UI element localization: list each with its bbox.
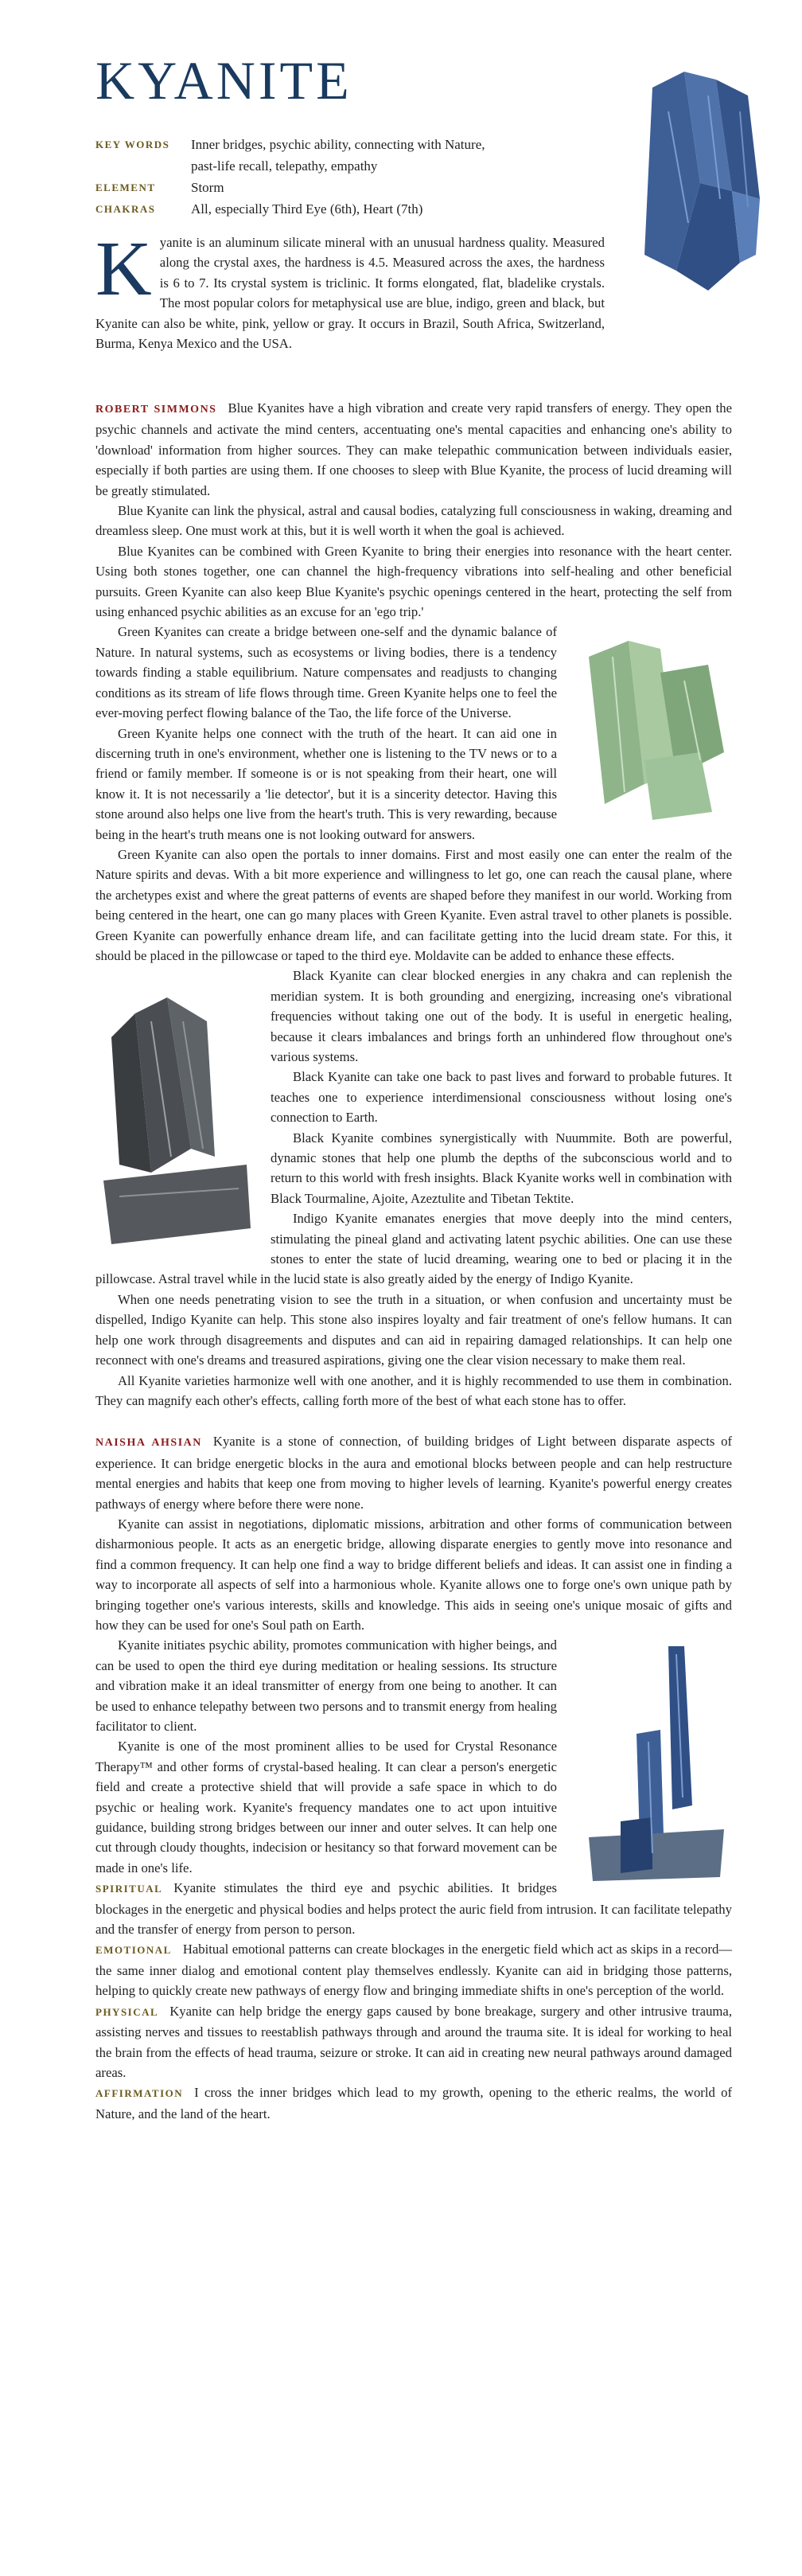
simmons-text: Blue Kyanites have a high vibration and create very rapid transfers of energy. They open the psychic channels and activate the mind centers, accentuating one's mental capacities and enhancing one's ability to 'download' information from higher sources. They can make telepathic communication between individuals easier, especially if both parties are using them. If one chooses to sleep with Blue Kyanite, the process of lucid dreaming will be greatly stimulated. bbox=[95, 400, 732, 498]
chakras-row bbox=[95, 198, 509, 220]
simmons-section bbox=[95, 398, 732, 2124]
simmons-paragraph: Green Kyanite helps one connect with the truth of the heart. It can aid one in discerning truth in one's environment, whether one is listening to the TV news or to a friend or family member. If someone is or is not speaking from their heart, one will know it. It is not necessarily a 'lie detector', but it is a sincerity detector. Having this stone around also helps one live from the heart's truth. This is very rewarding, because being in the heart's truth means one is not looking outward for answers. bbox=[95, 725, 557, 842]
drop-cap: K bbox=[95, 226, 152, 312]
metadata-block bbox=[95, 134, 509, 220]
simmons-byline: ROBERT SIMMONS bbox=[95, 404, 217, 416]
element-row bbox=[95, 177, 509, 198]
simmons-paragraph: Green Kyanites can create a bridge between one-self and the dynamic balance of Nature. In natural systems, such as ecosystems or living bodies, there is a tendency towards finding a stable equilibrium. Nature compensates and readjusts to changing conditions as its stream of life flows through time. Green Kyanite helps one to feel the ever-moving perfect flowing balance of the Tao, the life force of the Universe. bbox=[95, 624, 557, 721]
ahsian-byline: NAISHA AHSIAN bbox=[95, 1437, 202, 1450]
keywords-label: KEY WORDS bbox=[95, 139, 170, 150]
simmons-paragraph: Blue Kyanite can link the physical, astral and causal bodies, catalyzing full consciousness in waking, dreaming and dreamless sleep. One must work at this, but it is well worth it when the goal is achieved. bbox=[95, 503, 732, 539]
intro-text: yanite is an aluminum silicate mineral with an unusual hardness quality. Measured along the crystal axes, the hardness is 4.5. Measured across the axes, the hardness is 6 to 7. Its crystal system is triclinic. It forms elongated, flat, bladelike crystals. The most popular colors for metaphysical use are blue, indigo, green and black, but Kyanite can also be white, pink, yellow or gray. It occurs in Brazil, South Africa, Switzerland, Burma, Kenya Mexico and the USA. bbox=[95, 235, 605, 352]
simmons-paragraph bbox=[95, 398, 732, 501]
emotional-paragraph bbox=[95, 1939, 732, 2000]
section-gap bbox=[95, 1411, 732, 1431]
page-title: KYANITE bbox=[95, 50, 352, 111]
physical-paragraph bbox=[95, 2001, 732, 2083]
simmons-paragraph: All Kyanite varieties harmonize well with one another, and it is highly recommended to use them in combination. They can magnify each other's effects, calling forth more of the best of what each stone has to offer. bbox=[95, 1372, 732, 1408]
spiritual-text: Kyanite stimulates the third eye and psychic abilities. It bridges blockages in the energetic and physical bodies and helps protect the auric field from intrusion. It can facilitate telepathy and the transfer of energy from person to person. bbox=[95, 1880, 732, 1938]
black-kyanite-photo bbox=[95, 989, 255, 1260]
ahsian-text: Kyanite is a stone of connection, of building bridges of Light between disparate aspects of experience. It can bridge energetic blocks in the aura and emotional blocks between people and can help restructure mental energies and habits that keep one from moving to higher levels of learning. Kyanite's powerful energy creates pathways of energy where before there were none. bbox=[95, 1434, 732, 1512]
chakras-value: All, especially Third Eye (6th), Heart (7th) bbox=[191, 201, 423, 217]
chakras-label: CHAKRAS bbox=[95, 203, 156, 215]
simmons-paragraph: Indigo Kyanite emanates energies that move deeply into the mind centers, stimulating the pineal gland and activating latent psychic abilities. One can use these stones to enter the state of lucid dreaming, wearing one to bed or placing it in the pillowcase. Astral travel while in the lucid state is also greatly aided by the energy of Indigo Kyanite. bbox=[95, 1211, 732, 1287]
affirmation-text: I cross the inner bridges which lead to my growth, opening to the etheric realms, the world of Nature, and the land of the heart. bbox=[95, 2085, 732, 2121]
simmons-paragraph: Green Kyanite can also open the portals to inner domains. First and most easily one can enter the realm of the Nature spirits and devas. With a bit more experience and willingness to let go, one can reach the causal plane, where the archetypes exist and where the great patterns of events are shaped before they manifest in our world. Working from being centered in the heart, one can go many places with Green Kyanite. Even astral travel to other planets is possible. Green Kyanite can powerfully enhance dream life, and can facilitate getting into the lucid dream state. For this, it should be placed in the pillowcase or taped to the third eye. Moldavite can be added to enhance these effects. bbox=[95, 846, 732, 963]
green-kyanite-photo bbox=[573, 625, 732, 824]
indigo-kyanite-photo bbox=[573, 1638, 732, 1893]
keywords-value: Inner bridges, psychic ability, connecting with Nature, past-life recall, telepathy, empathy bbox=[191, 137, 485, 174]
ahsian-paragraph: Kyanite is one of the most prominent allies to be used for Crystal Resonance Therapy™ and other forms of crystal-based healing. It can clear a person's energetic field and create a protective shield that will provide a safe space in which to do psychic or healing work. Kyanite's frequency mandates one to act upon intuitive guidance, building strong bridges between our inner and outer selves. It can help one cut through cloudy thoughts, indecision or hesitancy so that forward movement can be made in one's life. bbox=[95, 1739, 557, 1875]
simmons-paragraph: Black Kyanite combines synergistically with Nuummite. Both are powerful, dynamic stones that help one plumb the depths of the subconscious world and to return to this world with fresh insights. Black Kyanite works well in combination with Black Tourmaline, Ajoite, Azeztulite and Tibetan Tektite. bbox=[271, 1130, 732, 1206]
affirmation-label: AFFIRMATION bbox=[95, 2087, 184, 2100]
keywords-row bbox=[95, 134, 509, 177]
simmons-paragraph: Black Kyanite can clear blocked energies in any chakra and can replenish the meridian system. It is both grounding and energizing, increasing one's vibrational frequencies without taking one out of the body. It is useful in energetic healing, because it clears imbalances and brings forth an unhindered flow throughout one's various systems. bbox=[271, 968, 732, 1064]
element-label: ELEMENT bbox=[95, 181, 156, 193]
ahsian-paragraph bbox=[95, 1431, 732, 1514]
element-value: Storm bbox=[191, 180, 224, 195]
intro-paragraph bbox=[95, 226, 605, 353]
simmons-paragraph: When one needs penetrating vision to see the truth in a situation, or when confusion and uncertainty must be dispelled, Indigo Kyanite can help. This stone also inspires loyalty and fair treatment of one's fellow humans. It can help one work through disagreements and disputes and can aid in repairing damaged relationships. It can help one reconnect with one's dreams and treasured aspirations, giving one the clear vision necessary to make them real. bbox=[95, 1291, 732, 1368]
physical-text: Kyanite can help bridge the energy gaps caused by bone breakage, surgery and other intrusive trauma, assisting nerves and tissues to reestablish pathways through and around the trauma site. It is ideal for working to heal the brain from the effects of head trauma, seizure or stroke. It can aid in creating new neural pathways around damaged areas. bbox=[95, 2003, 732, 2080]
simmons-paragraph: Black Kyanite can take one back to past lives and forward to probable futures. It teaches one to experience interdimensional consciousness without losing one's connection to Earth. bbox=[271, 1069, 732, 1126]
affirmation-paragraph bbox=[95, 2082, 732, 2124]
emotional-text: Habitual emotional patterns can create blockages in the energetic field which act as skips in a record—the same inner dialog and emotional content play themselves endlessly. Kyanite can aid in bridging those patterns, helping to quickly create new pathways of energy flow and bringing immediate shifts in one's perception of the world. bbox=[95, 1942, 732, 1999]
ahsian-paragraph: Kyanite initiates psychic ability, promotes communication with higher beings, and can be used to open the third eye during meditation or healing sessions. Its structure and vibration make it an ideal transmitter of energy from one being to another. It can be used to enhance telepathy between two persons and to transmit energy from healing facilitator to client. bbox=[95, 1637, 557, 1734]
intro-section bbox=[95, 226, 605, 353]
emotional-label: EMOTIONAL bbox=[95, 1944, 172, 1957]
physical-label: PHYSICAL bbox=[95, 2005, 159, 2018]
blue-kyanite-photo bbox=[621, 64, 780, 302]
simmons-paragraph: Blue Kyanites can be combined with Green Kyanite to bring their energies into resonance with the heart center. Using both stones together, one can channel the high-frequency vibrations into self-healing and other beneficial pursuits. Green Kyanite can also keep Blue Kyanite's psychic openings centered in the heart, protecting the self from using enhanced psychic abilities as an excuse for an 'ego trip.' bbox=[95, 543, 732, 620]
spiritual-label: SPIRITUAL bbox=[95, 1883, 163, 1895]
ahsian-paragraph: Kyanite can assist in negotiations, diplomatic missions, arbitration and other forms of communication between disharmonious people. It acts as an energetic bridge, allowing disparate energies to gently move into resonance and find a common frequency. It can help one find a way to bridge different beliefs and ideas. It can assist one in finding a way to incorporate all aspects of self into a harmonious whole. Kyanite allows one to forge one's own unique path by bringing together one's various interests, skills and knowledge. This aids in seeing one's unique mosaic of gifts and how they can be used for one's Soul path on Earth. bbox=[95, 1516, 732, 1633]
